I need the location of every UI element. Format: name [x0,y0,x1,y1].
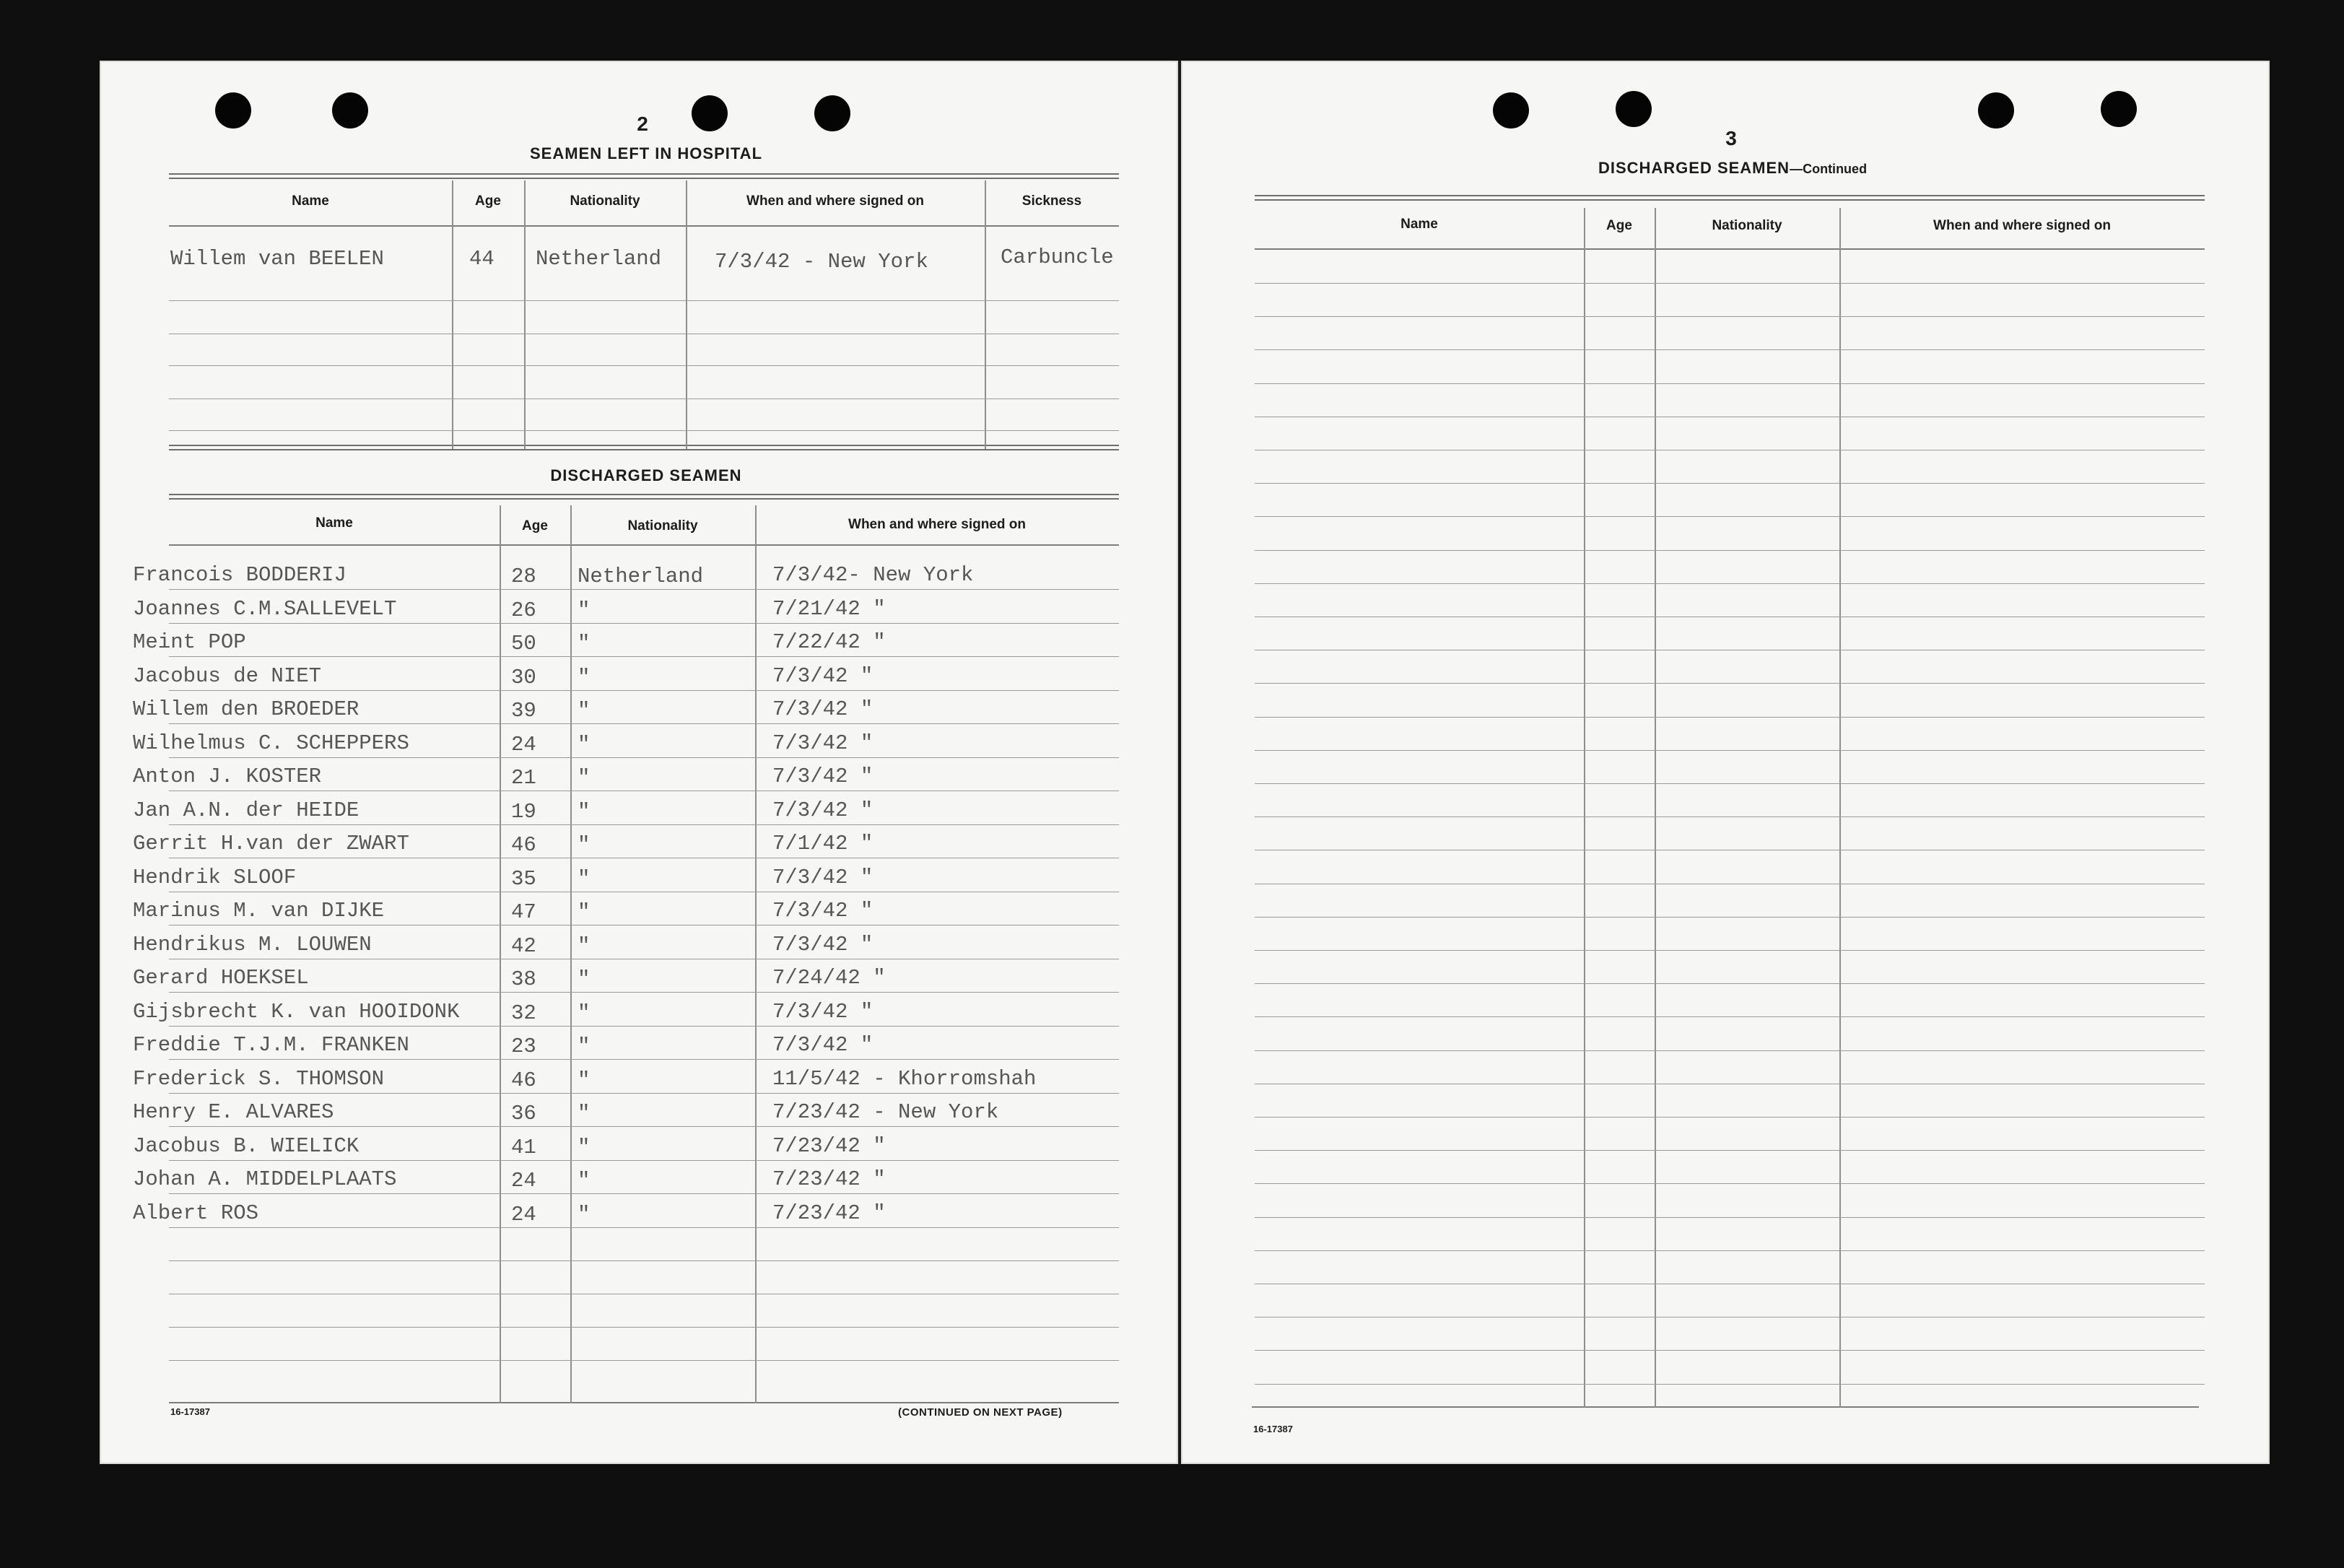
seaman-name: Anton J. KOSTER [133,765,322,788]
hospital-row-age: 44 [469,247,494,271]
seaman-signed-on: 7/3/42 " [772,798,873,822]
row-rule [169,790,1119,791]
row-rule [1255,683,2205,684]
seaman-signed-on: 7/23/42 " [772,1201,886,1225]
seaman-age: 42 [511,934,536,958]
seaman-age: 32 [511,1001,536,1025]
row-rule [1255,950,2205,951]
row-rule [169,1026,1119,1027]
seaman-name: Jacobus de NIET [133,664,322,688]
row-rule [1255,1250,2205,1251]
column-header-age: Age [522,518,548,533]
row-rule [1255,717,2205,718]
seaman-signed-on: 7/3/42- New York [772,563,974,587]
seaman-signed-on: 7/22/42 " [772,630,886,654]
column-header-signed-on: When and where signed on [1933,218,2111,233]
continued-note: (CONTINUED ON NEXT PAGE) [898,1406,1063,1419]
seaman-name: Johan A. MIDDELPLAATS [133,1167,397,1191]
seaman-signed-on: 7/23/42 " [772,1134,886,1158]
row-rule [1255,383,2205,384]
row-rule [1255,283,2205,284]
column-divider [452,180,453,449]
seaman-name: Henry E. ALVARES [133,1100,334,1124]
punch-hole [215,92,251,129]
seaman-age: 46 [511,1068,536,1092]
column-header-name: Name [315,515,353,531]
seaman-signed-on: 7/3/42 " [772,765,873,788]
column-divider [1839,208,1841,1408]
left-page [100,61,1178,1464]
seaman-name: Frederick S. THOMSON [133,1067,385,1091]
row-rule [1255,583,2205,584]
seaman-nationality: " [578,1102,591,1125]
seaman-signed-on: 7/23/42 " [772,1167,886,1191]
column-header-nationality: Nationality [1712,218,1782,233]
seaman-name: Albert ROS [133,1201,259,1225]
column-header-sickness: Sickness [1021,193,1082,209]
table-rule [1255,195,2205,201]
column-divider [500,505,501,1403]
page-number: 3 [1725,127,1737,149]
column-divider [755,505,757,1403]
seaman-name: Meint POP [133,630,246,654]
title-main: DISCHARGED SEAMEN [1598,159,1790,177]
seaman-age: 19 [511,800,536,824]
table-rule [169,1402,1119,1403]
seaman-nationality: " [578,1035,591,1058]
seaman-age: 41 [511,1136,536,1159]
hospital-row-signed-on: 7/3/42 - New York [715,250,928,274]
column-header-name: Name [1400,217,1438,232]
seaman-name: Hendrik SLOOF [133,866,297,889]
hospital-row-sickness: Carbuncle [1001,245,1114,269]
column-divider [985,180,986,449]
row-rule [1255,983,2205,984]
row-rule [1255,1384,2205,1385]
row-rule [1255,816,2205,817]
form-number: 16-17387 [170,1406,210,1417]
column-header-age: Age [1606,218,1632,233]
column-header-signed-on: When and where signed on [848,517,1026,532]
seaman-signed-on: 7/3/42 " [772,866,873,889]
row-rule [1255,783,2205,784]
column-header-signed-on: When and where signed on [746,193,924,209]
right-page [1181,61,2270,1464]
punch-hole [1493,92,1529,129]
table-rule [169,173,1119,179]
row-rule [1255,1350,2205,1351]
row-rule [1255,1016,2205,1017]
seaman-age: 36 [511,1102,536,1125]
row-rule [169,1227,1119,1228]
seaman-name: Gerrit H.van der ZWART [133,832,409,855]
seaman-nationality: " [578,1136,591,1159]
seaman-name: Jan A.N. der HEIDE [133,798,360,822]
seaman-nationality: " [578,934,591,958]
row-rule [169,430,1119,431]
table-rule [1255,248,2205,250]
seaman-nationality: Netherland [578,565,704,588]
hospital-section-title: SEAMEN LEFT IN HOSPITAL [529,144,763,162]
seaman-name: Wilhelmus C. SCHEPPERS [133,731,409,755]
seaman-signed-on: 7/3/42 " [772,1033,873,1057]
row-rule [169,398,1119,399]
seaman-age: 28 [511,565,536,588]
row-rule [1255,1217,2205,1218]
row-rule [169,824,1119,825]
table-rule [1252,1406,2199,1408]
seaman-signed-on: 7/3/42 " [772,697,873,721]
row-rule [169,365,1119,366]
seaman-signed-on: 7/3/42 " [772,933,873,957]
seaman-nationality: " [578,967,591,991]
row-rule [1255,550,2205,551]
column-header-age: Age [475,193,501,209]
row-rule [1255,316,2205,317]
seaman-age: 26 [511,598,536,622]
row-rule [169,1059,1119,1060]
seaman-nationality: " [578,1169,591,1193]
seaman-name: Hendrikus M. LOUWEN [133,933,372,957]
seaman-nationality: " [578,900,591,924]
seaman-age: 39 [511,699,536,723]
seaman-age: 24 [511,1169,536,1193]
seaman-age: 47 [511,900,536,924]
seaman-age: 21 [511,766,536,790]
row-rule [1255,1183,2205,1184]
punch-hole [814,95,850,131]
row-rule [169,656,1119,657]
column-header-name: Name [292,193,329,209]
seaman-name: Freddie T.J.M. FRANKEN [133,1033,409,1057]
row-rule [1255,1150,2205,1151]
form-number: 16-17387 [1253,1424,1293,1434]
seaman-name: Willem den BROEDER [133,697,360,721]
seaman-age: 23 [511,1035,536,1058]
row-rule [169,1193,1119,1194]
seaman-name: Francois BODDERIJ [133,563,347,587]
hospital-row-name: Willem van BEELEN [170,247,384,271]
punch-hole [692,95,728,131]
table-rule [169,544,1119,546]
seaman-signed-on: 7/3/42 " [772,731,873,755]
row-rule [169,1327,1119,1328]
column-header-nationality: Nationality [570,193,640,209]
seaman-age: 24 [511,733,536,757]
seaman-signed-on: 7/3/42 " [772,664,873,688]
row-rule [169,1126,1119,1127]
seaman-signed-on: 7/3/42 " [772,899,873,923]
seaman-name: Gijsbrecht K. van HOOIDONK [133,1000,460,1024]
punch-hole [1616,91,1652,127]
punch-hole [2101,91,2137,127]
punch-hole [332,92,368,129]
seaman-age: 46 [511,833,536,857]
punch-hole [1978,92,2014,129]
seaman-signed-on: 7/23/42 - New York [772,1100,999,1124]
seaman-age: 30 [511,666,536,689]
row-rule [1255,1050,2205,1051]
seaman-signed-on: 7/3/42 " [772,1000,873,1024]
seaman-nationality: " [578,1068,591,1092]
row-rule [169,1260,1119,1261]
row-rule [1255,349,2205,350]
column-divider [524,180,526,449]
seaman-signed-on: 7/21/42 " [772,597,886,621]
seaman-name: Marinus M. van DIJKE [133,899,385,923]
row-rule [169,723,1119,724]
seaman-nationality: " [578,632,591,655]
row-rule [169,300,1119,301]
column-divider [686,180,687,449]
seaman-nationality: " [578,766,591,790]
column-divider [1584,208,1585,1408]
row-rule [169,690,1119,691]
column-divider [1655,208,1656,1408]
row-rule [1255,516,2205,517]
row-rule [1255,1117,2205,1118]
seaman-nationality: " [578,800,591,824]
seaman-nationality: " [578,666,591,689]
row-rule [1255,483,2205,484]
seaman-nationality: " [578,1203,591,1227]
row-rule [169,589,1119,590]
row-rule [169,1360,1119,1361]
hospital-row-nationality: Netherland [536,247,662,271]
seaman-name: Jacobus B. WIELICK [133,1134,360,1158]
column-divider [570,505,572,1403]
row-rule [169,757,1119,758]
table-rule [169,225,1119,227]
page-title [1516,159,1949,178]
discharged-section-title: DISCHARGED SEAMEN [550,466,742,484]
seaman-signed-on: 11/5/42 - Khorromshah [772,1067,1037,1091]
seaman-nationality: " [578,1001,591,1025]
table-rule [169,445,1119,450]
seaman-age: 24 [511,1203,536,1227]
seaman-nationality: " [578,867,591,891]
seaman-name: Joannes C.M.SALLEVELT [133,597,397,621]
seaman-nationality: " [578,699,591,723]
seaman-nationality: " [578,733,591,757]
seaman-signed-on: 7/24/42 " [772,966,886,990]
seaman-name: Gerard HOEKSEL [133,966,309,990]
seaman-age: 50 [511,632,536,655]
column-header-nationality: Nationality [627,518,698,533]
seaman-age: 38 [511,967,536,991]
title-sub: —Continued [1790,162,1868,176]
seaman-nationality: " [578,833,591,857]
row-rule [169,1160,1119,1161]
seaman-nationality: " [578,598,591,622]
row-rule [169,1093,1119,1094]
row-rule [1255,750,2205,751]
table-rule [169,494,1119,500]
row-rule [1255,917,2205,918]
seaman-signed-on: 7/1/42 " [772,832,873,855]
page-number: 2 [637,113,648,135]
row-rule [169,623,1119,624]
seaman-age: 35 [511,867,536,891]
row-rule [169,992,1119,993]
